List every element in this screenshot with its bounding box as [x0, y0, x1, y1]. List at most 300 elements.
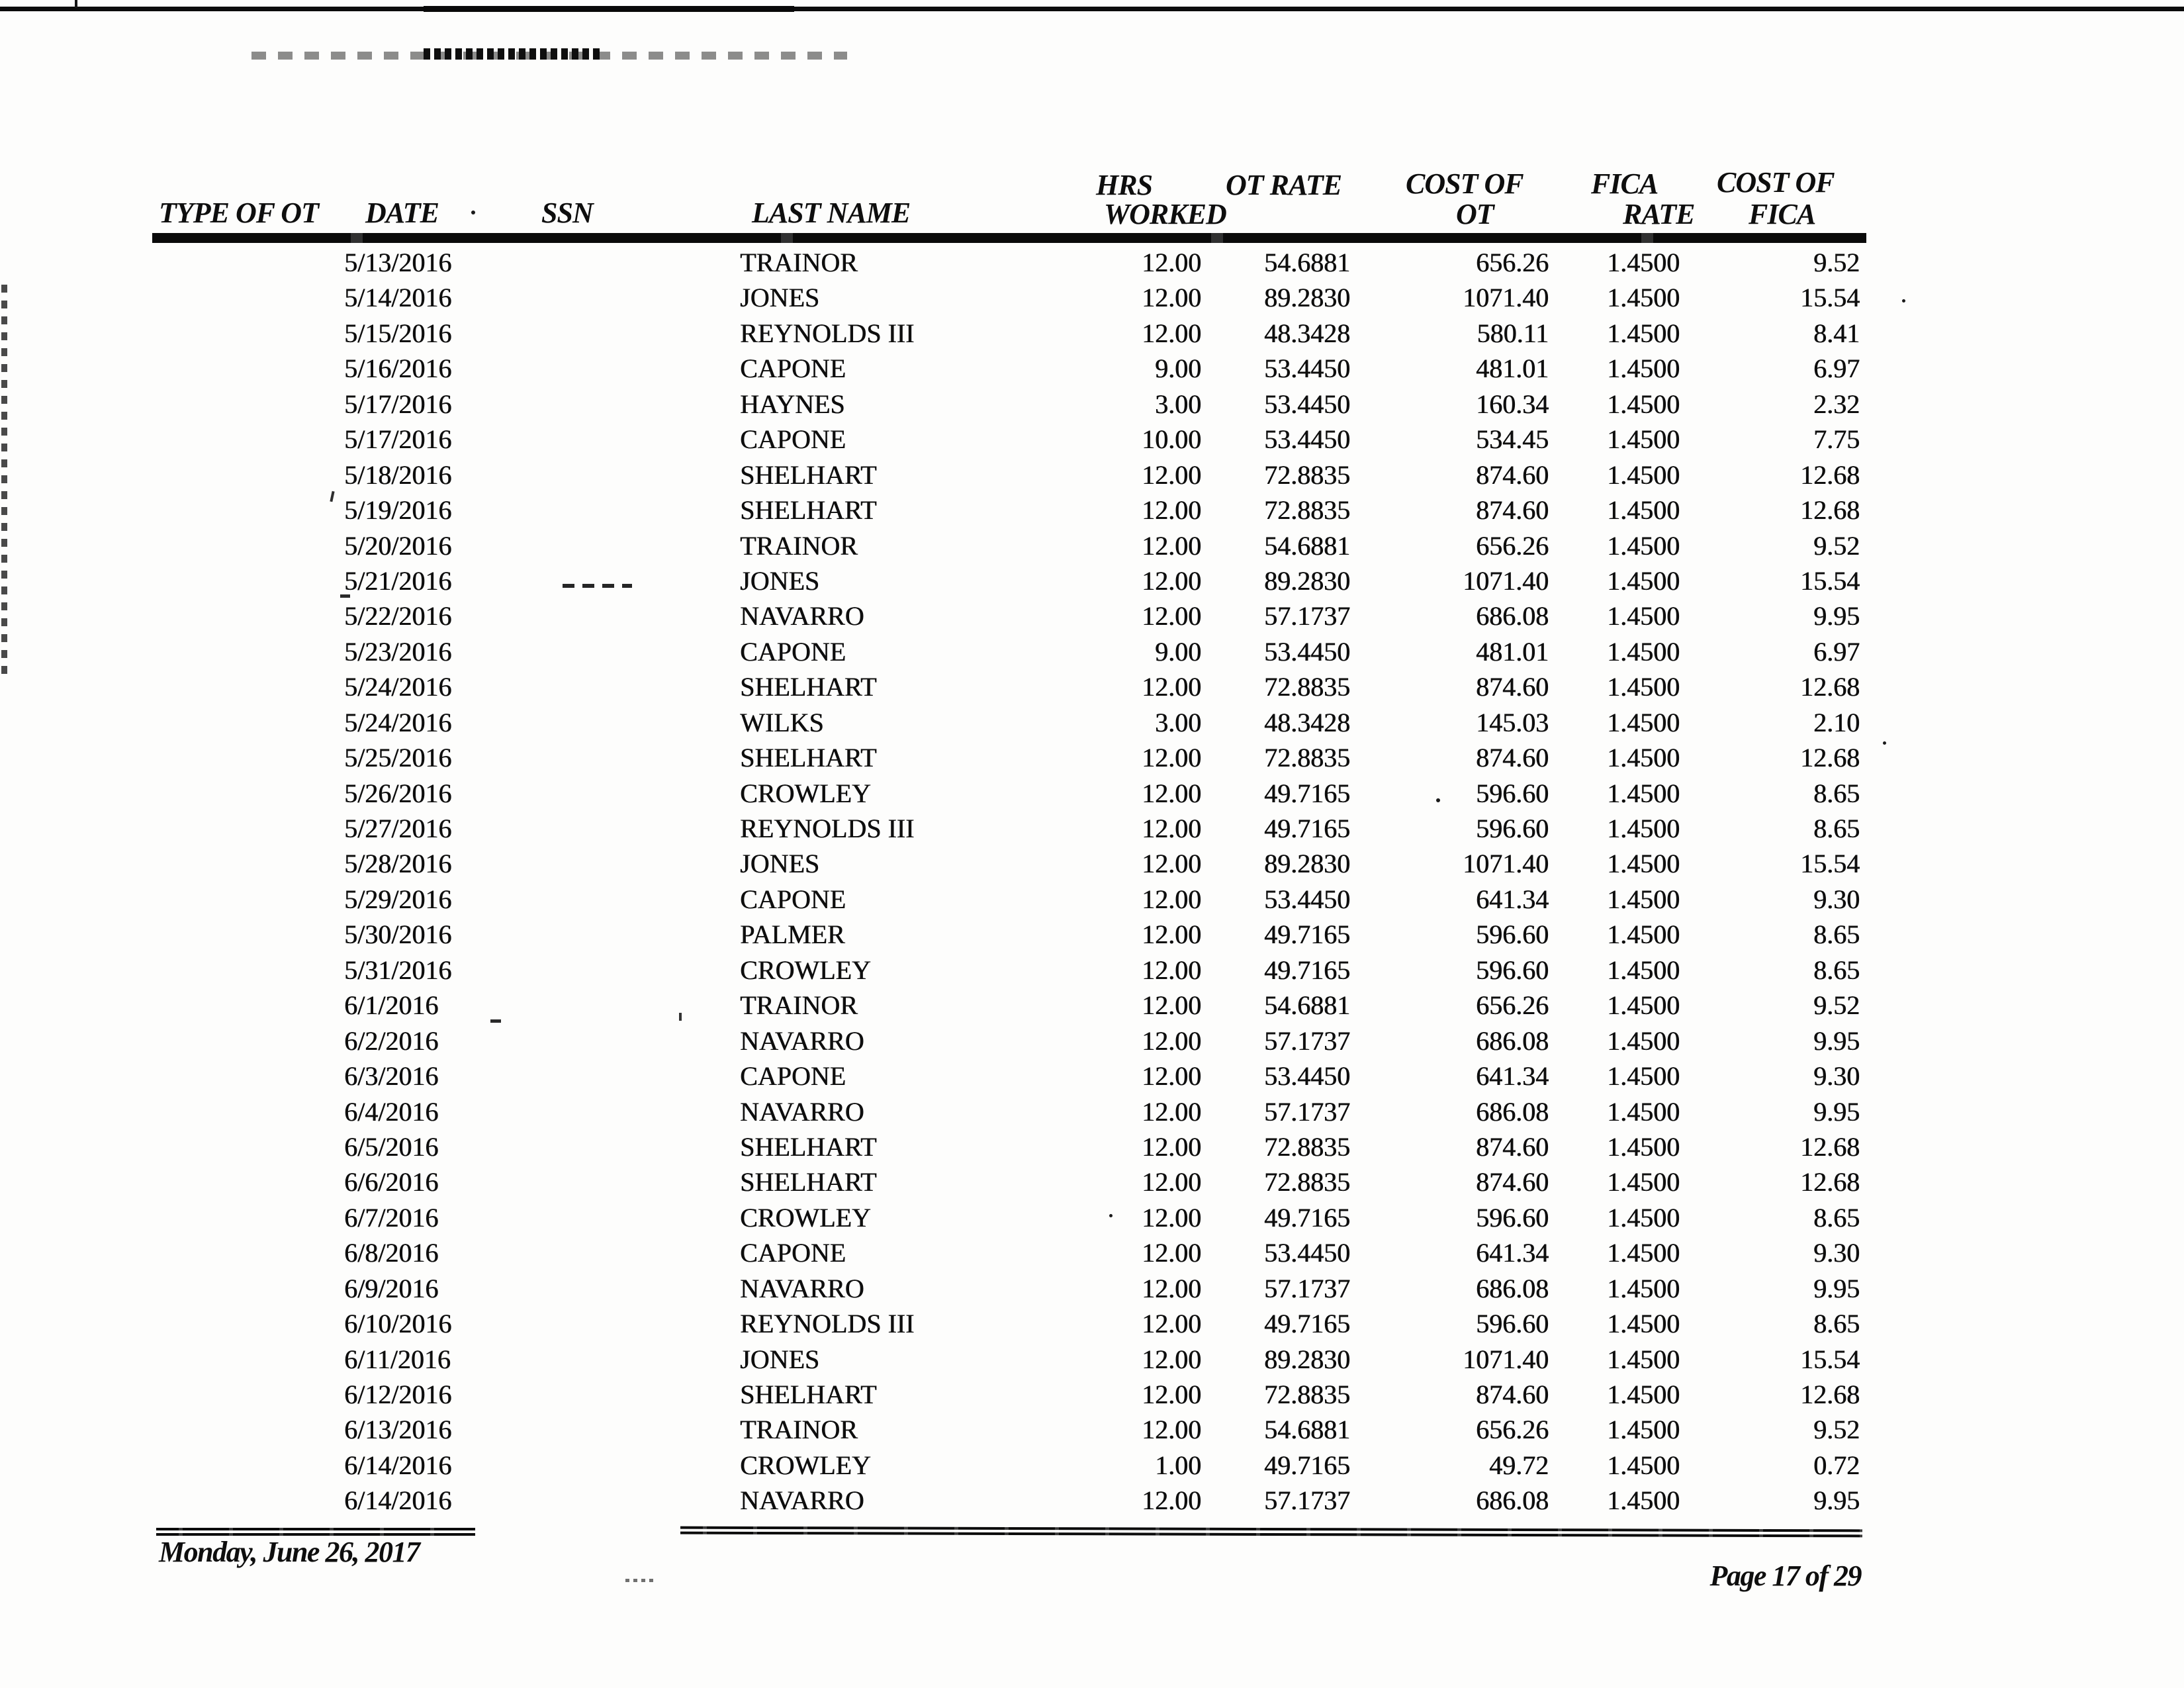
cell-last-name: CAPONE: [740, 636, 846, 667]
cell-ssn: [503, 1235, 728, 1270]
cell-fica-rate: 1.4500: [1607, 884, 1680, 914]
cell-type-of-ot: [152, 1483, 344, 1518]
cell-hrs-worked: 12.00: [1142, 1061, 1201, 1092]
cell-last-name: CAPONE: [740, 884, 846, 914]
table-row: [152, 1377, 1860, 1412]
cell-last-name: CAPONE: [740, 353, 846, 384]
cell-last-name: SHELHART: [740, 1131, 877, 1162]
cell-ot-rate: 57.1737: [1264, 1273, 1350, 1303]
cell-fica-rate: 1.4500: [1607, 424, 1680, 455]
cell-cost-of-fica: 15.54: [1800, 849, 1860, 879]
cell-cost-of-ot: 686.08: [1476, 1096, 1549, 1127]
cell-cost-of-ot: 686.08: [1476, 1485, 1549, 1516]
cell-last-name: NAVARRO: [740, 1025, 864, 1056]
cell-type-of-ot: [152, 492, 344, 528]
table-row: [152, 492, 1860, 528]
cell-fica-rate: 1.4500: [1607, 1415, 1680, 1445]
cell-last-name: TRAINOR: [740, 248, 858, 277]
table-row: [152, 528, 1860, 563]
cell-ssn: [503, 387, 728, 422]
cell-date: 5/21/2016: [344, 565, 452, 596]
cell-cost-of-fica: 9.95: [1813, 1096, 1860, 1127]
cell-hrs-worked: 12.00: [1142, 814, 1201, 843]
cell-fica-rate: 1.4500: [1607, 1344, 1680, 1374]
cell-type-of-ot: [152, 811, 344, 846]
cell-ot-rate: 72.8835: [1264, 495, 1350, 526]
cell-last-name: SHELHART: [740, 495, 877, 526]
cell-ot-rate: 54.6881: [1264, 530, 1350, 561]
cell-ssn: [503, 1412, 728, 1447]
cell-date: 6/14/2016: [344, 1450, 452, 1480]
cell-date: 5/30/2016: [344, 919, 452, 950]
cell-date: 6/5/2016: [344, 1131, 439, 1162]
cell-hrs-worked: 12.00: [1142, 884, 1201, 914]
cell-hrs-worked: 12.00: [1142, 248, 1201, 277]
column-header-last-name: LAST NAME: [752, 197, 911, 229]
cell-cost-of-fica: 8.65: [1813, 919, 1860, 950]
cell-hrs-worked: 9.00: [1155, 636, 1201, 667]
cell-last-name: CROWLEY: [740, 1202, 871, 1233]
cell-ot-rate: 54.6881: [1264, 1415, 1350, 1445]
cell-ssn: [503, 988, 728, 1023]
cell-ssn: [503, 598, 728, 633]
cell-type-of-ot: [152, 598, 344, 633]
column-header-ot-rate: OT RATE: [1226, 169, 1342, 201]
cell-date: 5/20/2016: [344, 530, 452, 561]
cell-type-of-ot: [152, 1094, 344, 1129]
table-row: [152, 1306, 1860, 1341]
cell-type-of-ot: [152, 457, 344, 492]
cell-last-name: NAVARRO: [740, 601, 864, 632]
cell-ot-rate: 89.2830: [1264, 565, 1350, 596]
table-row: [152, 563, 1860, 598]
cell-ssn: [503, 1200, 728, 1235]
cell-cost-of-fica: 9.30: [1813, 1061, 1860, 1092]
cell-cost-of-ot: 656.26: [1476, 1415, 1549, 1445]
cell-type-of-ot: [152, 669, 344, 704]
table-row: [152, 1342, 1860, 1377]
cell-date: 5/28/2016: [344, 849, 452, 879]
cell-cost-of-ot: 874.60: [1476, 1167, 1549, 1197]
column-header-date: DATE: [365, 197, 439, 229]
cell-cost-of-ot: 596.60: [1476, 814, 1549, 843]
cell-last-name: CAPONE: [740, 1238, 846, 1268]
table-row: [152, 811, 1860, 846]
cell-hrs-worked: 12.00: [1142, 672, 1201, 702]
cell-hrs-worked: 12.00: [1142, 1273, 1201, 1303]
table-row: [152, 1235, 1860, 1270]
cell-last-name: JONES: [740, 849, 820, 879]
cell-hrs-worked: 12.00: [1142, 849, 1201, 879]
cell-fica-rate: 1.4500: [1607, 601, 1680, 632]
cell-date: 6/4/2016: [344, 1096, 439, 1127]
cell-fica-rate: 1.4500: [1607, 672, 1680, 702]
cell-last-name: JONES: [740, 1344, 820, 1374]
cell-date: 5/14/2016: [344, 283, 452, 313]
cell-cost-of-fica: 6.97: [1813, 353, 1860, 384]
cell-fica-rate: 1.4500: [1607, 919, 1680, 950]
cell-date: 5/13/2016: [344, 248, 452, 277]
cell-ssn: [503, 1094, 728, 1129]
cell-date: 6/9/2016: [344, 1273, 439, 1303]
cell-type-of-ot: [152, 953, 344, 988]
cell-ot-rate: 72.8835: [1264, 459, 1350, 490]
cell-ssn: [503, 563, 728, 598]
table-body: [152, 245, 1860, 1519]
cell-type-of-ot: [152, 846, 344, 881]
footer-page-number: Page 17 of 29: [1709, 1560, 1861, 1592]
cell-date: 5/27/2016: [344, 814, 452, 843]
cell-ssn: [503, 422, 728, 457]
cell-fica-rate: 1.4500: [1607, 743, 1680, 773]
cell-ot-rate: 72.8835: [1264, 743, 1350, 773]
cell-type-of-ot: [152, 988, 344, 1023]
cell-fica-rate: 1.4500: [1607, 1450, 1680, 1480]
column-header-cost-of-fica-line2: FICA: [1749, 198, 1816, 230]
cell-ssn: [503, 1342, 728, 1377]
cell-ot-rate: 89.2830: [1264, 283, 1350, 313]
cell-cost-of-fica: 12.68: [1800, 672, 1860, 702]
cell-ssn: [503, 1483, 728, 1518]
cell-cost-of-ot: 874.60: [1476, 495, 1549, 526]
cell-type-of-ot: [152, 1129, 344, 1164]
cell-ssn: [503, 917, 728, 952]
cell-ot-rate: 54.6881: [1264, 990, 1350, 1021]
scan-artifact-dot: [1902, 299, 1905, 303]
cell-last-name: TRAINOR: [740, 1415, 858, 1445]
cell-last-name: TRAINOR: [740, 990, 858, 1021]
cell-ssn: [503, 1164, 728, 1199]
cell-fica-rate: 1.4500: [1607, 1380, 1680, 1409]
cell-cost-of-fica: 9.30: [1813, 884, 1860, 914]
cell-last-name: NAVARRO: [740, 1273, 864, 1303]
cell-date: 5/23/2016: [344, 636, 452, 667]
cell-last-name: CROWLEY: [740, 1450, 871, 1480]
cell-cost-of-fica: 15.54: [1800, 565, 1860, 596]
cell-date: 5/22/2016: [344, 601, 452, 632]
cell-cost-of-fica: 8.65: [1813, 955, 1860, 985]
cell-type-of-ot: [152, 245, 344, 280]
cell-hrs-worked: 12.00: [1142, 1025, 1201, 1056]
cell-fica-rate: 1.4500: [1607, 353, 1680, 384]
cell-last-name: JONES: [740, 565, 820, 596]
cell-type-of-ot: [152, 387, 344, 422]
cell-hrs-worked: 12.00: [1142, 990, 1201, 1021]
cell-ot-rate: 48.3428: [1264, 318, 1350, 348]
cell-cost-of-ot: 1071.40: [1463, 849, 1549, 879]
cell-cost-of-fica: 8.65: [1813, 814, 1860, 843]
cell-cost-of-fica: 8.65: [1813, 1202, 1860, 1233]
cell-last-name: CAPONE: [740, 424, 846, 455]
column-header-hrs-worked-line2: WORKED: [1104, 198, 1226, 230]
table-row: [152, 1200, 1860, 1235]
table-header-rule: [152, 233, 1866, 243]
cell-ssn: [503, 351, 728, 386]
cell-last-name: REYNOLDS III: [740, 1309, 915, 1339]
cell-hrs-worked: 12.00: [1142, 495, 1201, 526]
column-header-cost-of-ot-line2: OT: [1456, 198, 1494, 230]
cell-hrs-worked: 12.00: [1142, 743, 1201, 773]
cell-cost-of-fica: 7.75: [1813, 424, 1860, 455]
cell-cost-of-ot: 481.01: [1476, 353, 1549, 384]
cell-ssn: [503, 811, 728, 846]
cell-last-name: JONES: [740, 283, 820, 313]
table-row: [152, 1412, 1860, 1447]
cell-fica-rate: 1.4500: [1607, 1238, 1680, 1268]
cell-cost-of-fica: 8.65: [1813, 1309, 1860, 1339]
table-row: [152, 1271, 1860, 1306]
cell-ssn: [503, 1058, 728, 1094]
cell-hrs-worked: 12.00: [1142, 919, 1201, 950]
cell-ot-rate: 89.2830: [1264, 849, 1350, 879]
cell-cost-of-ot: 686.08: [1476, 601, 1549, 632]
cell-last-name: WILKS: [740, 707, 824, 737]
cell-cost-of-ot: 534.45: [1476, 424, 1549, 455]
cell-type-of-ot: [152, 1271, 344, 1306]
cell-fica-rate: 1.4500: [1607, 990, 1680, 1021]
cell-date: 6/2/2016: [344, 1025, 439, 1056]
cell-ot-rate: 53.4450: [1264, 884, 1350, 914]
cell-ssn: [503, 280, 728, 315]
cell-cost-of-fica: 9.95: [1813, 1485, 1860, 1516]
cell-cost-of-fica: 12.68: [1800, 1167, 1860, 1197]
cell-ssn: [503, 846, 728, 881]
cell-fica-rate: 1.4500: [1607, 530, 1680, 561]
cell-cost-of-fica: 8.65: [1813, 778, 1860, 808]
cell-last-name: SHELHART: [740, 743, 877, 773]
cell-fica-rate: 1.4500: [1607, 814, 1680, 843]
cell-ot-rate: 53.4450: [1264, 424, 1350, 455]
cell-cost-of-ot: 686.08: [1476, 1273, 1549, 1303]
cell-ssn: [503, 634, 728, 669]
table-row: [152, 988, 1860, 1023]
cell-cost-of-fica: 15.54: [1800, 283, 1860, 313]
cell-cost-of-ot: 656.26: [1476, 530, 1549, 561]
cell-type-of-ot: [152, 740, 344, 775]
cell-ssn: [503, 245, 728, 280]
cell-date: 5/29/2016: [344, 884, 452, 914]
cell-cost-of-fica: 0.72: [1813, 1450, 1860, 1480]
cell-date: 5/24/2016: [344, 672, 452, 702]
cell-ssn: [503, 740, 728, 775]
cell-type-of-ot: [152, 528, 344, 563]
cell-type-of-ot: [152, 351, 344, 386]
cell-hrs-worked: 12.00: [1142, 1380, 1201, 1409]
cell-hrs-worked: 12.00: [1142, 530, 1201, 561]
cell-type-of-ot: [152, 1377, 344, 1412]
cell-last-name: CROWLEY: [740, 955, 871, 985]
cell-hrs-worked: 12.00: [1142, 283, 1201, 313]
cell-date: 5/17/2016: [344, 389, 452, 419]
cell-cost-of-ot: 1071.40: [1463, 283, 1549, 313]
cell-cost-of-fica: 15.54: [1800, 1344, 1860, 1374]
table-row: [152, 953, 1860, 988]
cell-date: 5/15/2016: [344, 318, 452, 348]
cell-ssn: [503, 492, 728, 528]
table-row: [152, 598, 1860, 633]
cell-type-of-ot: [152, 1448, 344, 1483]
cell-date: 6/14/2016: [344, 1485, 452, 1516]
scan-artifact-left-ticks: [1, 285, 7, 677]
cell-type-of-ot: [152, 1023, 344, 1058]
cell-cost-of-ot: 481.01: [1476, 636, 1549, 667]
cell-last-name: NAVARRO: [740, 1485, 864, 1516]
cell-fica-rate: 1.4500: [1607, 495, 1680, 526]
cell-type-of-ot: [152, 316, 344, 351]
cell-ot-rate: 72.8835: [1264, 1131, 1350, 1162]
cell-fica-rate: 1.4500: [1607, 849, 1680, 879]
table-row: [152, 1023, 1860, 1058]
cell-last-name: SHELHART: [740, 672, 877, 702]
cell-cost-of-fica: 12.68: [1800, 495, 1860, 526]
cell-hrs-worked: 12.00: [1142, 1238, 1201, 1268]
cell-date: 6/6/2016: [344, 1167, 439, 1197]
cell-cost-of-ot: 874.60: [1476, 1131, 1549, 1162]
table-row: [152, 422, 1860, 457]
cell-date: 5/24/2016: [344, 707, 452, 737]
cell-ssn: [503, 316, 728, 351]
cell-fica-rate: 1.4500: [1607, 565, 1680, 596]
cell-hrs-worked: 12.00: [1142, 1485, 1201, 1516]
cell-ssn: [503, 1023, 728, 1058]
cell-ssn: [503, 1129, 728, 1164]
cell-hrs-worked: 12.00: [1142, 955, 1201, 985]
cell-hrs-worked: 12.00: [1142, 1309, 1201, 1339]
cell-type-of-ot: [152, 563, 344, 598]
cell-hrs-worked: 3.00: [1155, 707, 1201, 737]
cell-fica-rate: 1.4500: [1607, 283, 1680, 313]
cell-cost-of-ot: 160.34: [1476, 389, 1549, 419]
cell-date: 6/1/2016: [344, 990, 439, 1021]
cell-date: 5/26/2016: [344, 778, 452, 808]
column-header-cost-of-ot-line1: COST OF: [1406, 167, 1524, 200]
cell-ot-rate: 53.4450: [1264, 353, 1350, 384]
cell-cost-of-ot: 874.60: [1476, 1380, 1549, 1409]
cell-last-name: SHELHART: [740, 1380, 877, 1409]
cell-ssn: [503, 1306, 728, 1341]
cell-ssn: [503, 705, 728, 740]
cell-ssn: [503, 1271, 728, 1306]
cell-cost-of-ot: 641.34: [1476, 1238, 1549, 1268]
cell-ssn: [503, 1377, 728, 1412]
cell-ot-rate: 49.7165: [1264, 778, 1350, 808]
cell-last-name: NAVARRO: [740, 1096, 864, 1127]
cell-date: 6/10/2016: [344, 1309, 452, 1339]
cell-fica-rate: 1.4500: [1607, 1202, 1680, 1233]
cell-hrs-worked: 12.00: [1142, 565, 1201, 596]
table-row: [152, 1094, 1860, 1129]
cell-cost-of-fica: 2.32: [1813, 389, 1860, 419]
cell-hrs-worked: 12.00: [1142, 1202, 1201, 1233]
cell-last-name: SHELHART: [740, 1167, 877, 1197]
footer-rule-right: [680, 1526, 1862, 1538]
cell-date: 6/8/2016: [344, 1238, 439, 1268]
cell-type-of-ot: [152, 882, 344, 917]
cell-date: 5/19/2016: [344, 495, 452, 526]
cell-fica-rate: 1.4500: [1607, 318, 1680, 348]
cell-cost-of-ot: 686.08: [1476, 1025, 1549, 1056]
cell-cost-of-fica: 12.68: [1800, 459, 1860, 490]
cell-fica-rate: 1.4500: [1607, 1485, 1680, 1516]
cell-hrs-worked: 12.00: [1142, 1415, 1201, 1445]
cell-last-name: TRAINOR: [740, 530, 858, 561]
scan-artifact-top-bar: [0, 7, 2184, 11]
cell-last-name: PALMER: [740, 919, 845, 950]
cell-cost-of-ot: 145.03: [1476, 707, 1549, 737]
cell-type-of-ot: [152, 280, 344, 315]
cell-last-name: REYNOLDS III: [740, 814, 915, 843]
cell-hrs-worked: 12.00: [1142, 1131, 1201, 1162]
cell-hrs-worked: 10.00: [1142, 424, 1201, 455]
cell-fica-rate: 1.4500: [1607, 1309, 1680, 1339]
cell-ssn: [503, 1448, 728, 1483]
cell-type-of-ot: [152, 1235, 344, 1270]
cell-type-of-ot: [152, 1306, 344, 1341]
column-header-fica-rate-line2: RATE: [1623, 198, 1695, 230]
table-row: [152, 1164, 1860, 1199]
cell-hrs-worked: 12.00: [1142, 459, 1201, 490]
cell-ot-rate: 48.3428: [1264, 707, 1350, 737]
cell-cost-of-ot: 596.60: [1476, 1202, 1549, 1233]
cell-date: 6/12/2016: [344, 1380, 452, 1409]
table-row: [152, 669, 1860, 704]
cell-fica-rate: 1.4500: [1607, 1167, 1680, 1197]
cell-date: 5/16/2016: [344, 353, 452, 384]
table-row: [152, 776, 1860, 811]
cell-ot-rate: 53.4450: [1264, 1238, 1350, 1268]
cell-fica-rate: 1.4500: [1607, 248, 1680, 277]
scan-artifact-top-bar-thick: [424, 6, 794, 12]
cell-hrs-worked: 3.00: [1155, 389, 1201, 419]
cell-last-name: CAPONE: [740, 1061, 846, 1092]
cell-ot-rate: 72.8835: [1264, 1380, 1350, 1409]
cell-cost-of-fica: 9.30: [1813, 1238, 1860, 1268]
cell-date: 6/3/2016: [344, 1061, 439, 1092]
cell-ssn: [503, 528, 728, 563]
cell-fica-rate: 1.4500: [1607, 389, 1680, 419]
cell-ot-rate: 53.4450: [1264, 1061, 1350, 1092]
cell-hrs-worked: 12.00: [1142, 601, 1201, 632]
cell-ot-rate: 49.7165: [1264, 1202, 1350, 1233]
cell-ot-rate: 53.4450: [1264, 389, 1350, 419]
column-header-ssn: SSN: [541, 197, 593, 229]
cell-type-of-ot: [152, 634, 344, 669]
table-row: [152, 1129, 1860, 1164]
cell-fica-rate: 1.4500: [1607, 636, 1680, 667]
cell-last-name: HAYNES: [740, 389, 845, 419]
cell-cost-of-ot: 874.60: [1476, 459, 1549, 490]
cell-cost-of-ot: 656.26: [1476, 248, 1549, 277]
cell-cost-of-fica: 8.41: [1813, 318, 1860, 348]
cell-cost-of-ot: 596.60: [1476, 919, 1549, 950]
table-row: [152, 457, 1860, 492]
cell-cost-of-ot: 874.60: [1476, 672, 1549, 702]
cell-cost-of-ot: 1071.40: [1463, 565, 1549, 596]
cell-ssn: [503, 776, 728, 811]
cell-ot-rate: 72.8835: [1264, 672, 1350, 702]
cell-last-name: SHELHART: [740, 459, 877, 490]
cell-type-of-ot: [152, 1058, 344, 1094]
table-row: [152, 1483, 1860, 1518]
cell-type-of-ot: [152, 705, 344, 740]
cell-date: 5/25/2016: [344, 743, 452, 773]
cell-hrs-worked: 1.00: [1155, 1450, 1201, 1480]
column-header-cost-of-fica-line1: COST OF: [1717, 166, 1835, 199]
cell-cost-of-fica: 6.97: [1813, 636, 1860, 667]
scan-artifact-noise-dense: [424, 48, 602, 60]
table-row: [152, 245, 1860, 280]
footer-rule-left: [156, 1528, 475, 1536]
